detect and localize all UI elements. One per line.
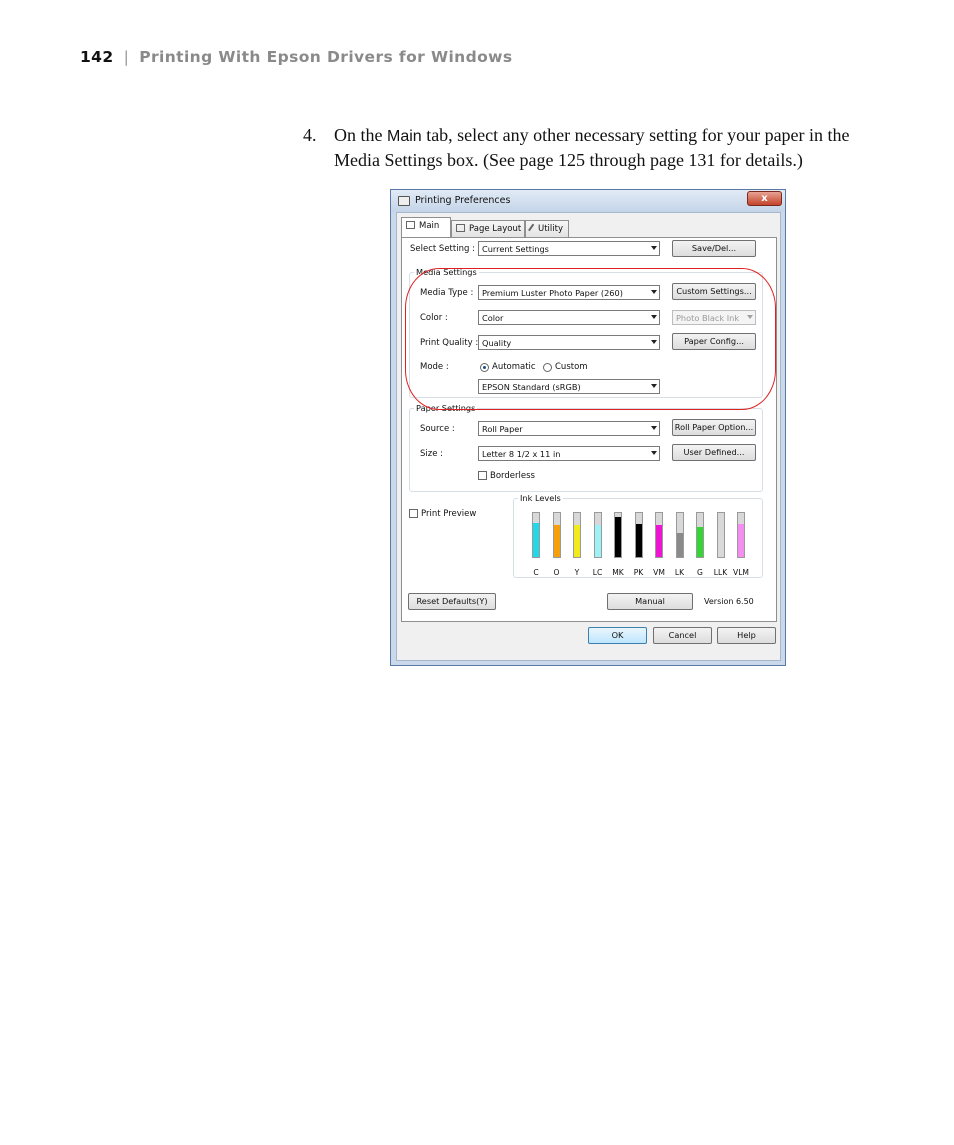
mode-automatic-radio[interactable] — [480, 363, 489, 372]
ink-label-llk: LLK — [713, 568, 728, 577]
window-titlebar[interactable] — [391, 190, 785, 212]
header-separator: | — [123, 48, 130, 66]
save-del-button[interactable]: Save/Del... — [672, 240, 756, 257]
ink-label-vm: VM — [653, 568, 665, 577]
printer-icon — [406, 221, 415, 229]
paper-settings-title: Paper Settings — [416, 403, 476, 413]
ink-label-lc: LC — [592, 568, 603, 577]
ink-tank-c — [532, 512, 540, 558]
ink-levels-title: Ink Levels — [520, 493, 561, 503]
ink-label-c: C — [533, 568, 539, 577]
size-dropdown[interactable] — [478, 446, 660, 461]
manual-button[interactable]: Manual — [607, 593, 693, 610]
help-button[interactable]: Help — [717, 627, 776, 644]
step-ui-word: Main — [387, 128, 422, 145]
header-title: Printing With Epson Drivers for Windows — [139, 48, 513, 66]
color-label: Color : — [420, 313, 448, 323]
wrench-icon — [528, 224, 536, 233]
ink-tank-o — [553, 512, 561, 558]
cancel-button[interactable]: Cancel — [653, 627, 712, 644]
ink-tank-lc — [594, 512, 602, 558]
ink-label-pk: PK — [633, 568, 644, 577]
black-ink-value: Photo Black Ink — [676, 313, 740, 323]
size-value: Letter 8 1/2 x 11 in — [482, 449, 561, 459]
reset-defaults-button[interactable]: Reset Defaults(Y) — [408, 593, 496, 610]
borderless-checkbox[interactable] — [478, 471, 487, 480]
chevron-down-icon — [651, 315, 657, 319]
chevron-down-icon — [651, 290, 657, 294]
print-quality-value: Quality — [482, 338, 512, 348]
step-text — [334, 124, 893, 171]
ink-fill-o — [554, 525, 560, 557]
window-client — [396, 212, 781, 661]
ink-label-mk: MK — [612, 568, 624, 577]
color-mode-dropdown[interactable] — [478, 379, 660, 394]
tab-utility-label: Utility — [538, 224, 564, 234]
ink-fill-mk — [615, 517, 621, 557]
roll-paper-option-button[interactable]: Roll Paper Option... — [672, 419, 756, 436]
ink-tank-pk — [635, 512, 643, 558]
media-type-label: Media Type : — [420, 288, 474, 298]
paper-config-button[interactable]: Paper Config... — [672, 333, 756, 350]
ink-label-o: O — [553, 568, 560, 577]
tab-page-layout[interactable] — [451, 220, 525, 237]
ink-label-lk: LK — [674, 568, 685, 577]
chevron-down-icon — [651, 451, 657, 455]
ink-tank-lk — [676, 512, 684, 558]
user-defined-button[interactable]: User Defined... — [672, 444, 756, 461]
media-settings-title: Media Settings — [416, 267, 477, 277]
main-tab-panel — [401, 237, 777, 622]
select-setting-label: Select Setting : — [410, 244, 475, 254]
ink-tank-llk — [717, 512, 725, 558]
ink-levels-group — [513, 493, 763, 578]
color-value: Color — [482, 313, 504, 323]
step-number: 4. — [303, 125, 317, 145]
ok-button[interactable]: OK — [588, 627, 647, 644]
step-paragraph — [303, 124, 893, 171]
chevron-down-icon — [651, 246, 657, 250]
mode-label: Mode : — [420, 362, 449, 372]
ink-fill-vm — [656, 525, 662, 557]
ink-tank-mk — [614, 512, 622, 558]
ink-label-y: Y — [574, 568, 580, 577]
print-quality-dropdown[interactable] — [478, 335, 660, 350]
step-text-after: tab, select any other necessary setting for your paper in the Media Settings box. (See page 125 through page 131 for details.) — [334, 125, 850, 170]
chevron-down-icon — [651, 340, 657, 344]
chevron-down-icon — [651, 384, 657, 388]
ink-tank-vm — [655, 512, 663, 558]
ink-fill-lc — [595, 525, 601, 557]
ink-label-vlm: VLM — [733, 568, 749, 577]
tab-page-layout-label: Page Layout — [469, 224, 522, 234]
color-mode-value: EPSON Standard (sRGB) — [482, 382, 581, 392]
page-icon — [456, 224, 465, 232]
print-preview-checkbox[interactable] — [409, 509, 418, 518]
chevron-down-icon — [651, 426, 657, 430]
printer-icon — [398, 196, 410, 206]
chevron-down-icon — [747, 315, 753, 319]
select-setting-value: Current Settings — [482, 244, 549, 254]
media-type-value: Premium Luster Photo Paper (260) — [482, 288, 623, 298]
color-dropdown[interactable] — [478, 310, 660, 325]
ink-fill-c — [533, 523, 539, 557]
ink-fill-lk — [677, 533, 683, 557]
printing-preferences-window — [390, 189, 786, 666]
borderless-label: Borderless — [490, 471, 535, 481]
close-button[interactable]: x — [747, 191, 782, 206]
ink-fill-y — [574, 525, 580, 557]
ink-levels-chart — [528, 512, 758, 580]
ink-fill-g — [697, 527, 703, 557]
source-label: Source : — [420, 424, 455, 434]
mode-custom-radio[interactable] — [543, 363, 552, 372]
source-value: Roll Paper — [482, 424, 523, 434]
ink-fill-vlm — [738, 524, 744, 557]
page-number: 142 — [80, 48, 114, 66]
tab-utility[interactable] — [525, 220, 569, 237]
version-label: Version 6.50 — [704, 597, 754, 606]
window-title: Printing Preferences — [415, 195, 511, 206]
print-quality-label: Print Quality : — [420, 338, 479, 348]
tab-main[interactable] — [401, 217, 451, 237]
custom-settings-button[interactable]: Custom Settings... — [672, 283, 756, 300]
source-dropdown[interactable] — [478, 421, 660, 436]
print-preview-label: Print Preview — [421, 509, 477, 519]
tab-main-label: Main — [419, 221, 440, 231]
ink-fill-llk — [718, 531, 724, 557]
running-header — [80, 48, 513, 66]
size-label: Size : — [420, 449, 444, 459]
ink-label-g: G — [697, 568, 703, 577]
mode-custom-label: Custom — [555, 362, 588, 372]
ink-tank-vlm — [737, 512, 745, 558]
mode-automatic-label: Automatic — [492, 362, 536, 372]
step-text-before: On the — [334, 125, 387, 145]
media-type-dropdown[interactable] — [478, 285, 660, 300]
ink-tank-y — [573, 512, 581, 558]
ink-fill-pk — [636, 524, 642, 557]
ink-tank-g — [696, 512, 704, 558]
black-ink-dropdown[interactable] — [672, 310, 756, 325]
select-setting-dropdown[interactable] — [478, 241, 660, 256]
